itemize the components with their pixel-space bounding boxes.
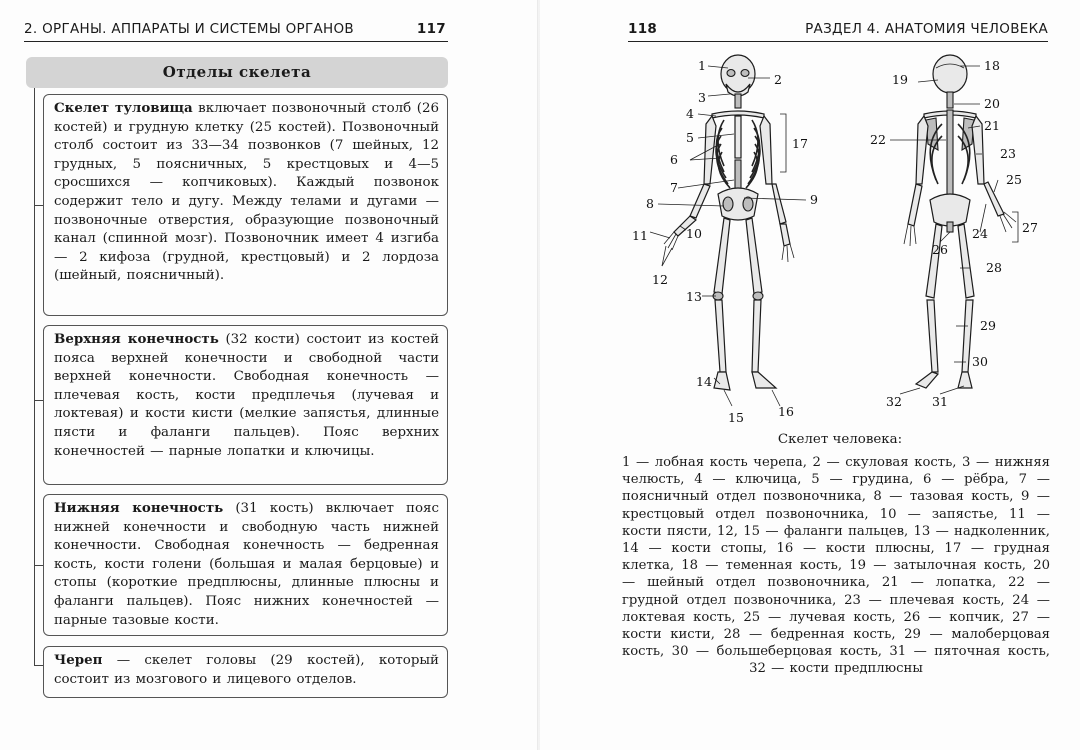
figure-label-5: 5 xyxy=(686,130,694,145)
figure-label-26: 26 xyxy=(932,242,948,257)
figure-label-25: 25 xyxy=(1006,172,1022,187)
figure-label-13: 13 xyxy=(686,289,702,304)
tree-connector-tick xyxy=(34,565,43,566)
figure-label-24: 24 xyxy=(972,226,988,241)
figure-label-12: 12 xyxy=(652,272,668,287)
left-chapter-title: 2. ОРГАНЫ. АППАРАТЫ И СИСТЕМЫ ОРГАНОВ xyxy=(24,21,354,37)
box-text: — скелет головы (29 костей), который состоит из мозгового и лицевого отделов. xyxy=(54,653,439,687)
figure-label-16: 16 xyxy=(778,404,794,419)
figure-label-21: 21 xyxy=(984,118,1000,133)
figure-label-3: 3 xyxy=(698,90,706,105)
section-title: Отделы скелета xyxy=(26,57,448,88)
right-section-title: РАЗДЕЛ 4. АНАТОМИЯ ЧЕЛОВЕКА xyxy=(805,21,1048,37)
box-text: (31 кость) включает пояс нижней конечности и свободную часть нижней конечности. Свободная конечность — бедренная кость, кости голени (большая и малая берцовые) и стопы (короткие предплюсны, длинные плюсны и фаланги пальцев). Пояс нижних конечностей — парные тазовые кости. xyxy=(54,501,439,628)
left-page-number: 117 xyxy=(416,21,446,37)
figure-label-11: 11 xyxy=(632,228,648,243)
tree-connector-tick xyxy=(34,400,43,401)
figure-label-30: 30 xyxy=(972,354,988,369)
figure-label-23: 23 xyxy=(1000,146,1016,161)
figure-label-29: 29 xyxy=(980,318,996,333)
skeleton-svg xyxy=(620,54,1060,424)
figure-label-7: 7 xyxy=(670,180,678,195)
figure-label-32: 32 xyxy=(886,394,902,409)
box-term: Скелет туловища xyxy=(54,100,193,116)
figure-caption-legend: 1 — лобная кость черепа, 2 — скуловая кость, 3 — нижняя челюсть, 4 — ключица, 5 — грудина, 6 — рёбра, 7 — поясничный отдел позвоночника, 8 — тазовая кость, 9 — крестцовый отдел позвоночника, 10 — запястье, 11 — кости пясти, 12, 15 — фаланги пальцев, 13 — надколенник, 14 — кости стопы, 16 — кости плюсны, 17 — грудная клетка, 18 — теменная кость, 19 — затылочная кость, 20 — шейный отдел позвоночника, 21 — лопатка, 22 — грудной отдел позвоночника, 23 — плечевая кость, 24 — локтевая кость, 25 — лучевая кость, 26 — копчик, 27 — кости кисти, 28 — бедренная кость, 29 — малоберцовая кость, 30 — большеберцовая кость, 31 — пяточная кость, 32 — кости предплюсны xyxy=(622,455,1050,677)
figure-label-6: 6 xyxy=(670,152,678,167)
tree-connector-line xyxy=(34,88,35,666)
figure-label-14: 14 xyxy=(696,374,712,389)
skeleton-illustration xyxy=(620,54,1060,424)
figure-caption-title: Скелет человека: xyxy=(777,432,903,447)
tree-connector-tick xyxy=(34,205,43,206)
box-text: включает позвоночный столб (26 костей) и грудную клетку (25 костей). Позвоночный столб состоит из 33—34 позвонков (7 шейных, 12 грудных, 5 поясничных, 5 крестцовых и 4—5 сросшихся — копчиковых). Каждый позвонок содержит тело и дугу. Между телами и дугами — позвоночные отверстия, образующие позвоночный канал (спинной мозг). Позвоночник имеет 4 изгиба — 2 кифоза (грудной, крестцовый) и 2 лордоза (шейный, поясничный). xyxy=(54,101,439,284)
figure-label-10: 10 xyxy=(686,226,702,241)
figure-label-1: 1 xyxy=(698,58,706,73)
left-page xyxy=(0,0,538,750)
figure-label-15: 15 xyxy=(728,410,744,424)
box-term: Верхняя конечность xyxy=(54,331,219,347)
box-text: (32 кости) состоит из костей пояса верхней конечности и свободной части верхней конечности. Свободная конечность — плечевая кость, кости предплечья (лучевая и локтевая) и кости кисти (мелкие запястья, длинные пясти и фаланги пальцев). Пояс верхних конечностей — парные лопатки и ключицы. xyxy=(54,332,439,459)
figure-label-19: 19 xyxy=(892,72,908,87)
figure-label-2: 2 xyxy=(774,72,782,87)
box-term: Череп xyxy=(54,652,103,668)
skull-box xyxy=(43,646,448,698)
upper-limb-box xyxy=(43,325,448,485)
figure-label-8: 8 xyxy=(646,196,654,211)
trunk-skeleton-box xyxy=(43,94,448,316)
right-page-number: 118 xyxy=(628,21,658,37)
right-running-head xyxy=(628,20,1048,42)
front-skeleton xyxy=(664,55,794,390)
figure-label-22: 22 xyxy=(870,132,886,147)
left-running-head xyxy=(24,20,448,42)
lower-limb-box xyxy=(43,494,448,636)
box-term: Нижняя конечность xyxy=(54,500,224,516)
figure-label-27: 27 xyxy=(1022,220,1038,235)
tree-connector-tick xyxy=(34,665,43,666)
figure-label-31: 31 xyxy=(932,394,948,409)
figure-label-20: 20 xyxy=(984,96,1000,111)
figure-label-18: 18 xyxy=(984,58,1000,73)
figure-label-9: 9 xyxy=(810,192,818,207)
figure-label-17: 17 xyxy=(792,136,808,151)
figure-label-4: 4 xyxy=(686,106,694,121)
figure-label-28: 28 xyxy=(986,260,1002,275)
